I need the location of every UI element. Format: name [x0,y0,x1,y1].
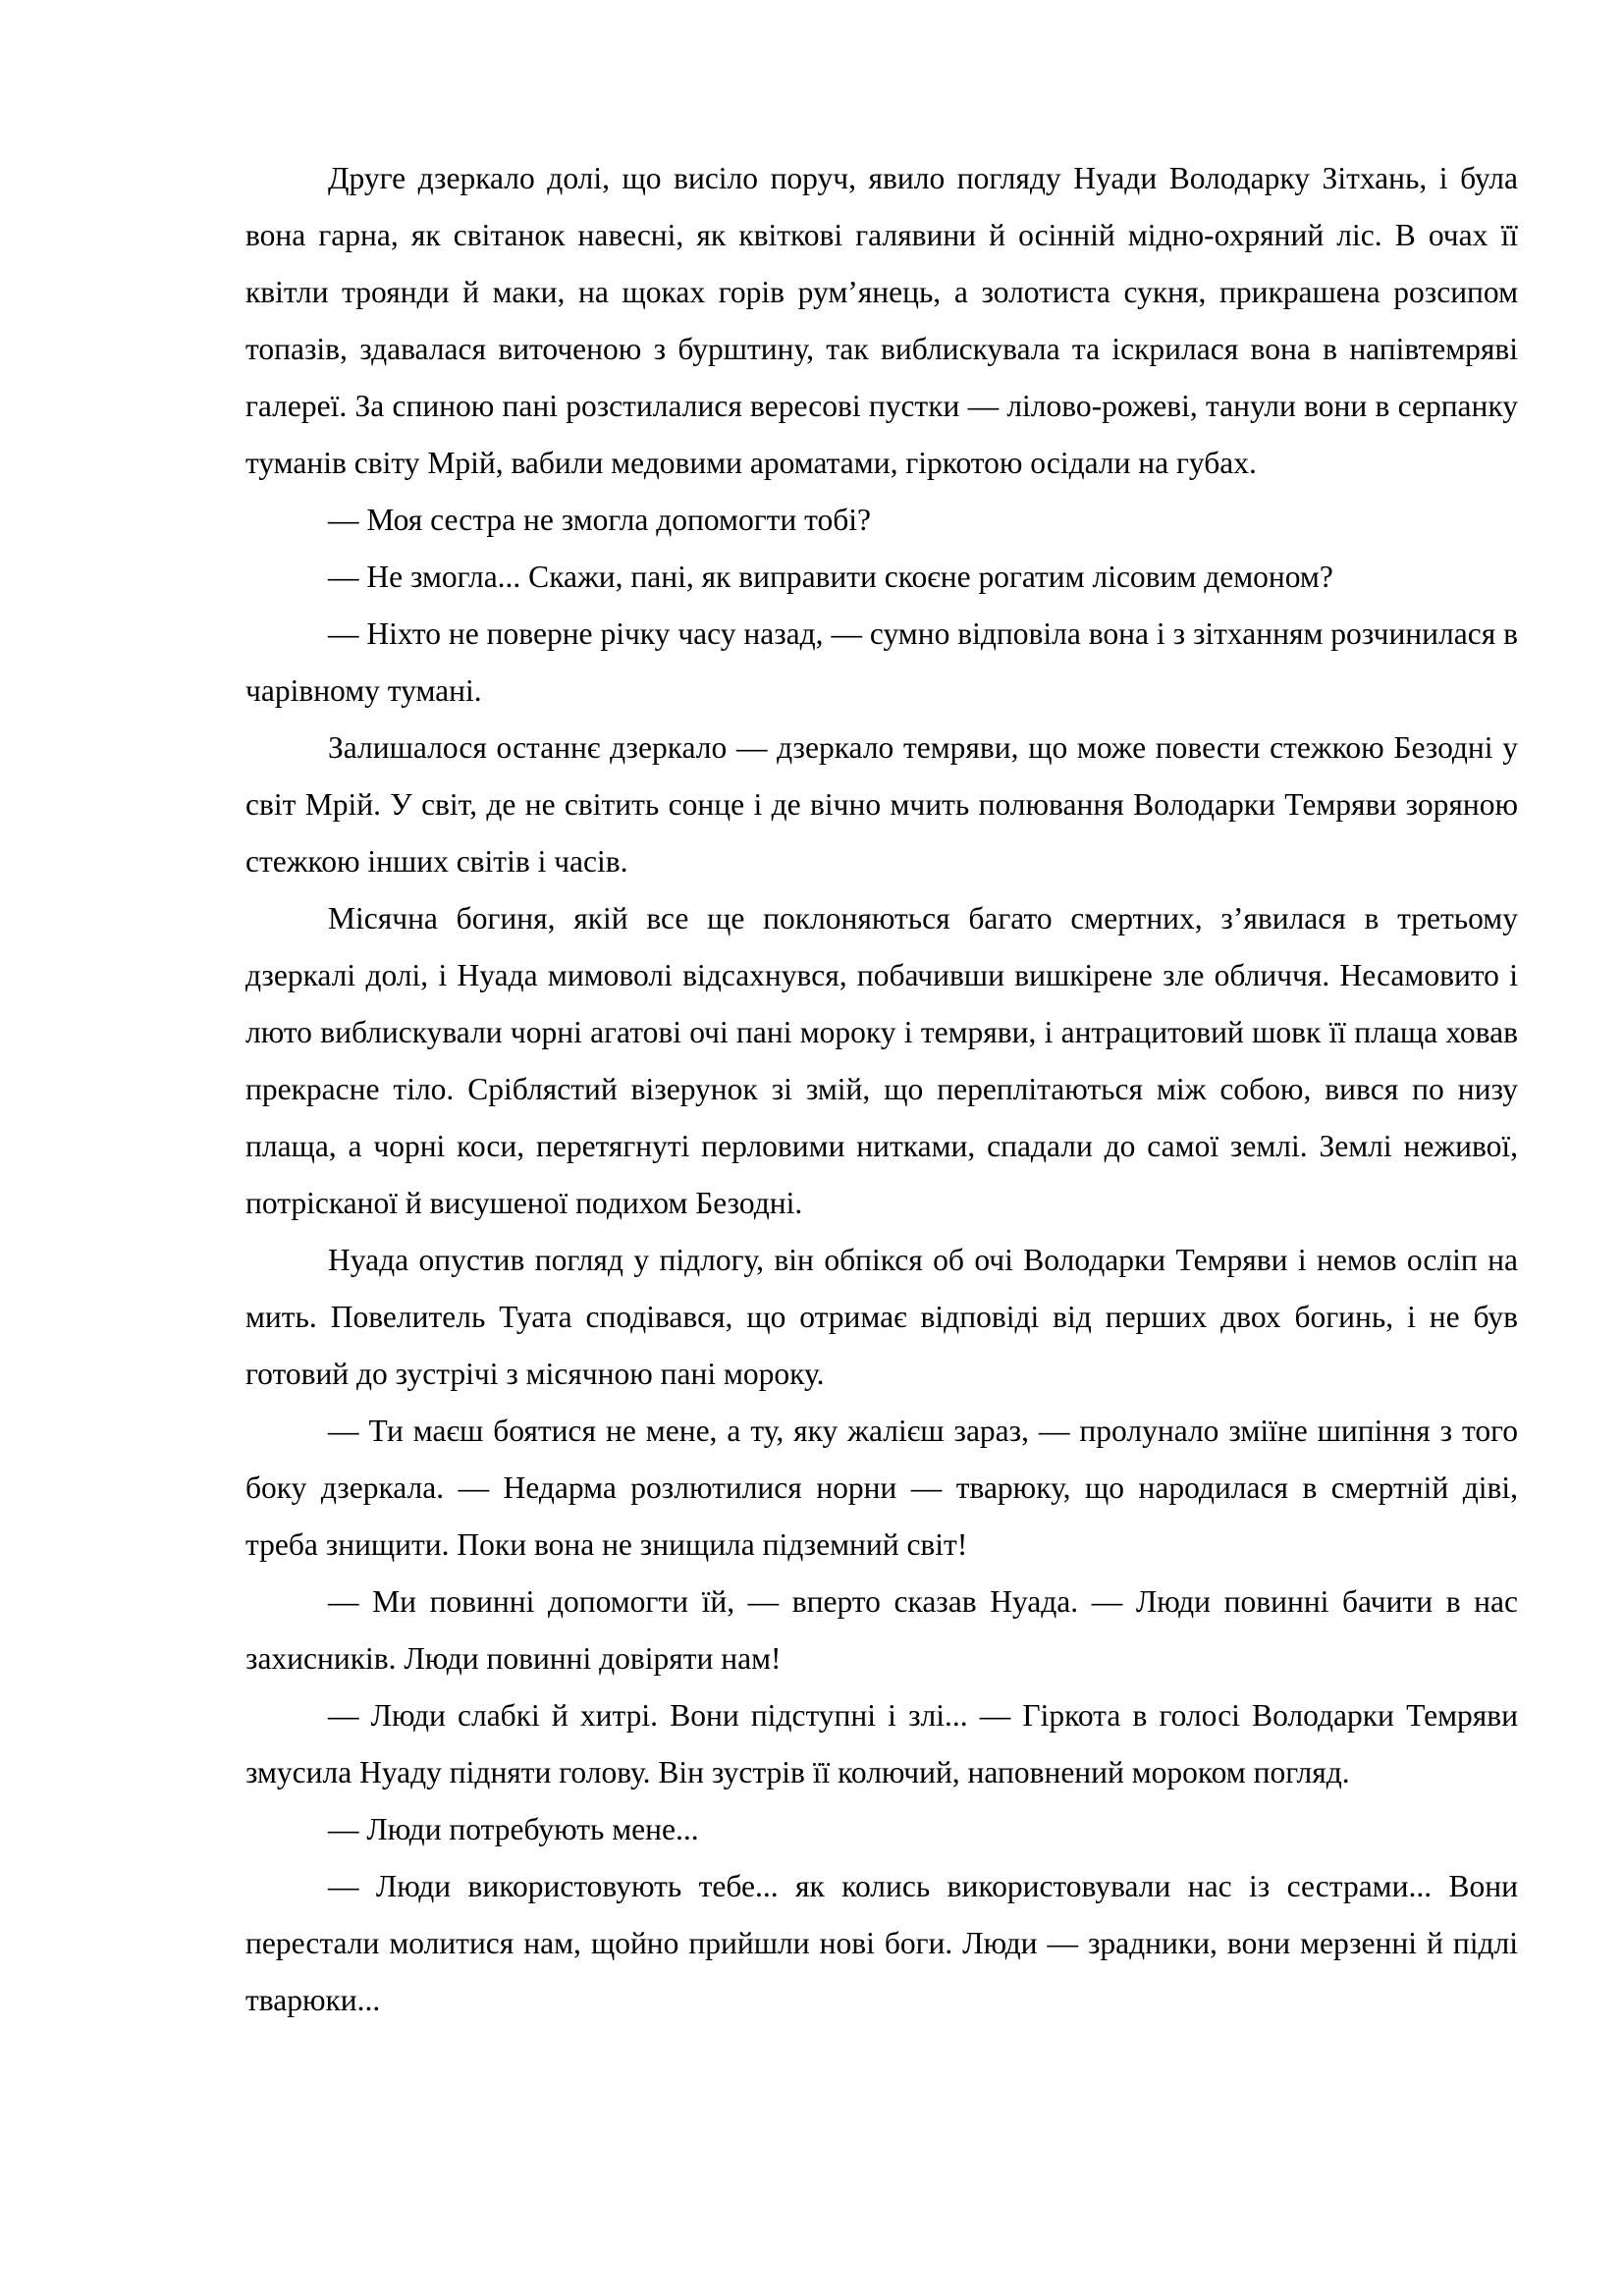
paragraph-5: Залишалося останнє дзеркало — дзеркало темряви, що може повести стежкою Безодні у світ Мрій. У світ, де не світить сонце і де вічно мчить полювання Володарки Темряви зоряною стежкою інших світів і часів. [245,730,1518,879]
paragraph-6: Місячна богиня, якій все ще поклоняються багато смертних, з’явилася в третьому дзеркалі долі, і Нуада мимоволі відсахнувся, побачивши вишкірене зле обличчя. Несамовито і люто виблискували чорні агатові очі пані мороку і темряви, і антрацитовий шовк її плаща ховав прекрасне тіло. Сріблястий візерунок зі змій, що переплітаються між собою, вився по низу плаща, а чорні коси, перетягнуті перловими нитками, спадали до самої землі. Землі неживої, потрісканої й висушеної подихом Безодні. [245,901,1518,1220]
paragraph-8: — Ти маєш боятися не мене, а ту, яку жалієш зараз, — пролунало зміїне шипіння з того боку дзеркала. — Недарма розлютилися норни — тварюку, що народилася в смертній діві, треба знищити. Поки вона не знищила підземний світ! [245,1414,1518,1562]
paragraph-7: Нуада опустив погляд у підлогу, він обпікся об очі Володарки Темряви і немов осліп на мить. Повелитель Туата сподівався, що отримає відповіді від перших двох богинь, і не був готовий до зустрічі з місячною пані мороку. [245,1243,1518,1391]
paragraph-3: — Не змогла... Скажи, пані, як виправити скоєне рогатим лісовим демоном? [328,560,1333,594]
paragraph-11: — Люди потребують мене... [328,1812,699,1846]
paragraph-12: — Люди використовують тебе... як колись використовували нас із сестрами... Вони перестали молитися нам, щойно прийшли нові боги. Люди — зрадники, вони мерзенні й підлі тварюки... [245,1869,1518,2017]
paragraph-1: Друге дзеркало долі, що висіло поруч, явило погляду Нуади Володарку Зітхань, і була вона гарна, як світанок навесні, як квіткові галявини й осінній мідно-охряний ліс. В очах її квітли троянди й маки, на щоках горів рум’янець, а золотиста сукня, прикрашена розсипом топазів, здавалася виточеною з бурштину, так виблискувала та іскрилася вона в напівтемряві галереї. За спиною пані розстилалися вересові пустки — лілово-рожеві, танули вони в серпанку туманів світу Мрій, вабили медовими ароматами, гіркотою осідали на губах. [245,161,1518,480]
paragraph-4: — Ніхто не поверне річку часу назад, — сумно відповіла вона і з зітханням розчинилася в чарівному тумані. [245,616,1518,708]
document-page [245,150,1518,2029]
paragraph-9: — Ми повинні допомогти їй, — вперто сказав Нуада. — Люди повинні бачити в нас захисників. Люди повинні довіряти нам! [245,1584,1518,1676]
paragraph-2: — Моя сестра не змогла допомогти тобі? [328,503,872,537]
paragraph-10: — Люди слабкі й хитрі. Вони підступні і злі... — Гіркота в голосі Володарки Темряви змусила Нуаду підняти голову. Він зустрів її колючий, наповнений мороком погляд. [245,1698,1518,1789]
